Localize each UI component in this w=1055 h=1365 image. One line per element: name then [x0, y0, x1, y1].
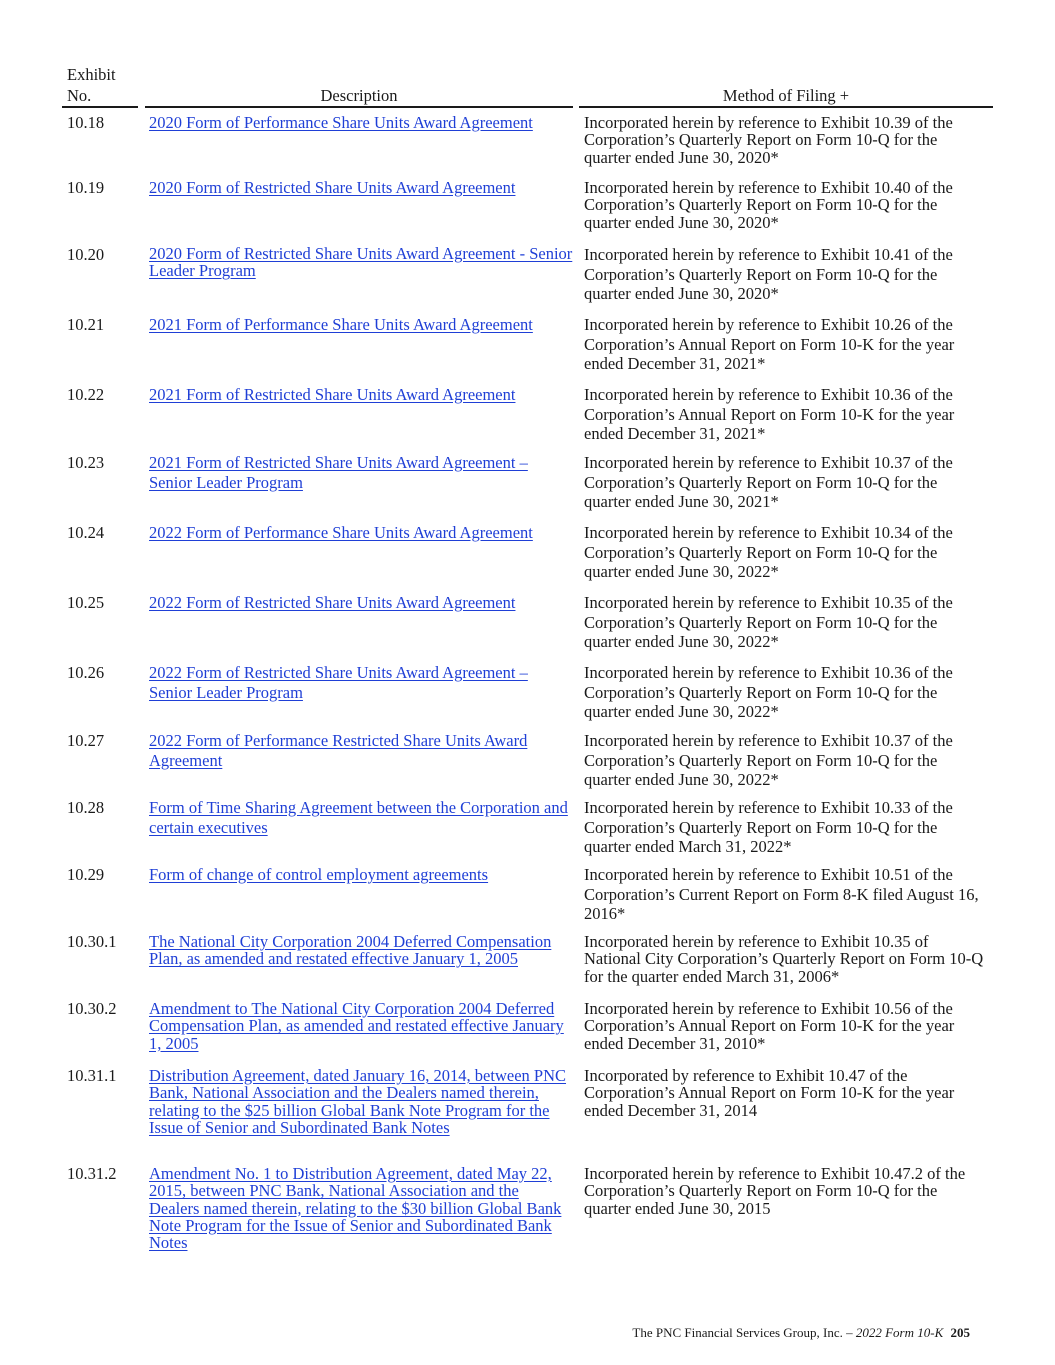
exhibit-description [149, 1000, 573, 1052]
method-of-filing: Incorporated by reference to Exhibit 10.47 of the Corporation’s Annual Report on Form 10-K for the year ended December 31, 2014 [584, 1066, 955, 1120]
exhibit-description [149, 385, 573, 405]
exhibit-number: 10.31.2 [67, 1164, 117, 1183]
exhibit-number: 10.18 [67, 113, 105, 132]
exhibit-description [149, 315, 573, 335]
exhibit-description [149, 593, 573, 613]
method-of-filing: Incorporated herein by reference to Exhibit 10.33 of the Corporation’s Quarterly Report on Form 10-Q for the quarter ended March 31, 2022* [584, 798, 953, 857]
method-of-filing: Incorporated herein by reference to Exhibit 10.39 of the Corporation’s Quarterly Report on Form 10-Q for the quarter ended June 30, 2020* [584, 113, 953, 167]
method-of-filing: Incorporated herein by reference to Exhibit 10.40 of the Corporation’s Quarterly Report on Form 10-Q for the quarter ended June 30, 2020* [584, 178, 953, 232]
method-of-filing: Incorporated herein by reference to Exhibit 10.37 of the Corporation’s Quarterly Report on Form 10-Q for the quarter ended June 30, 2022* [584, 731, 953, 790]
exhibit-number: 10.21 [67, 315, 105, 334]
exhibit-header-line1: Exhibit [67, 65, 116, 84]
exhibit-number: 10.30.2 [67, 999, 117, 1018]
exhibit-description [149, 663, 573, 702]
exhibit-header-line2: No. [67, 86, 92, 105]
column-header-description [145, 66, 573, 108]
exhibit-number: 10.23 [67, 453, 105, 472]
exhibit-number: 10.31.1 [67, 1066, 117, 1085]
exhibit-description [149, 1165, 573, 1251]
description-header-label: Description [320, 86, 398, 105]
page-number: 205 [950, 1325, 970, 1340]
exhibit-link[interactable]: 2021 Form of Restricted Share Units Award Agreement – Senior Leader Program [149, 453, 528, 492]
exhibit-number: 10.22 [67, 385, 105, 404]
exhibit-number: 10.28 [67, 798, 105, 817]
exhibit-link[interactable]: Distribution Agreement, dated January 16, 2014, between PNC Bank, National Association and the Dealers named therein, relating to the $25 billion Global Bank Note Program for the Issue of Senior and Subordinated Bank Notes [149, 1066, 567, 1137]
method-of-filing: Incorporated herein by reference to Exhibit 10.56 of the Corporation’s Annual Report on Form 10-K for the year ended December 31, 2010* [584, 999, 955, 1053]
exhibit-description [149, 1067, 573, 1136]
method-of-filing: Incorporated herein by reference to Exhibit 10.36 of the Corporation’s Quarterly Report on Form 10-Q for the quarter ended June 30, 2022* [584, 663, 953, 722]
exhibit-description [149, 731, 573, 770]
exhibit-link[interactable]: 2022 Form of Performance Restricted Share Units Award Agreement [149, 731, 528, 770]
method-of-filing: Incorporated herein by reference to Exhibit 10.35 of National City Corporation’s Quarterly Report on Form 10-Q for the quarter ended March 31, 2006* [584, 932, 984, 986]
exhibit-description [149, 798, 573, 837]
method-of-filing: Incorporated herein by reference to Exhibit 10.36 of the Corporation’s Annual Report on Form 10-K for the year ended December 31, 2021* [584, 385, 955, 444]
method-of-filing: Incorporated herein by reference to Exhibit 10.26 of the Corporation’s Annual Report on Form 10-K for the year ended December 31, 2021* [584, 315, 955, 374]
exhibit-number: 10.30.1 [67, 932, 117, 951]
exhibit-link[interactable]: Amendment to The National City Corporation 2004 Deferred Compensation Plan, as amended and restated effective January 1, 2005 [149, 999, 564, 1053]
exhibit-link[interactable]: The National City Corporation 2004 Deferred Compensation Plan, as amended and restated effective January 1, 2005 [149, 932, 552, 969]
exhibit-description [149, 114, 573, 131]
exhibit-link[interactable]: Form of change of control employment agreements [149, 865, 489, 884]
exhibit-number: 10.25 [67, 593, 105, 612]
footer-company: The PNC Financial Services Group, Inc. – [632, 1325, 853, 1340]
column-header-exhibit-no [62, 66, 138, 108]
method-of-filing: Incorporated herein by reference to Exhibit 10.47.2 of the Corporation’s Quarterly Report on Form 10-Q for the quarter ended June 30, 2015 [584, 1164, 966, 1218]
exhibit-number: 10.24 [67, 523, 105, 542]
exhibit-number: 10.27 [67, 731, 105, 750]
footer-form: 2022 Form 10-K [855, 1325, 944, 1340]
page-footer [560, 1325, 970, 1341]
exhibit-link[interactable]: 2022 Form of Restricted Share Units Award Agreement [149, 593, 516, 612]
exhibit-number: 10.19 [67, 178, 105, 197]
exhibit-number: 10.29 [67, 865, 105, 884]
exhibit-link[interactable]: 2021 Form of Restricted Share Units Award Agreement [149, 385, 516, 404]
method-of-filing: Incorporated herein by reference to Exhibit 10.37 of the Corporation’s Quarterly Report on Form 10-Q for the quarter ended June 30, 2021* [584, 453, 953, 512]
column-header-method-of-filing [579, 66, 993, 108]
method-of-filing: Incorporated herein by reference to Exhibit 10.41 of the Corporation’s Quarterly Report on Form 10-Q for the quarter ended June 30, 2020* [584, 245, 953, 304]
exhibit-description [149, 523, 573, 543]
exhibit-number: 10.20 [67, 245, 105, 264]
method-of-filing: Incorporated herein by reference to Exhibit 10.35 of the Corporation’s Quarterly Report on Form 10-Q for the quarter ended June 30, 2022* [584, 593, 953, 652]
exhibit-number: 10.26 [67, 663, 105, 682]
exhibit-link[interactable]: 2020 Form of Restricted Share Units Award Agreement - Senior Leader Program [149, 244, 573, 281]
method-of-filing: Incorporated herein by reference to Exhibit 10.34 of the Corporation’s Quarterly Report on Form 10-Q for the quarter ended June 30, 2022* [584, 523, 953, 582]
method-of-filing: Incorporated herein by reference to Exhibit 10.51 of the Corporation’s Current Report on Form 8-K filed August 16, 2016* [584, 865, 979, 924]
exhibit-link[interactable]: 2020 Form of Performance Share Units Award Agreement [149, 113, 533, 132]
exhibit-description [149, 933, 573, 968]
exhibit-link[interactable]: 2022 Form of Performance Share Units Award Agreement [149, 523, 533, 542]
exhibit-description [149, 865, 573, 885]
exhibit-description [149, 245, 573, 280]
exhibit-link[interactable]: 2020 Form of Restricted Share Units Award Agreement [149, 178, 516, 197]
exhibit-link[interactable]: 2022 Form of Restricted Share Units Award Agreement – Senior Leader Program [149, 663, 528, 702]
exhibit-description [149, 453, 573, 492]
exhibit-description [149, 179, 573, 196]
exhibit-link[interactable]: 2021 Form of Performance Share Units Award Agreement [149, 315, 533, 334]
method-header-label: Method of Filing + [722, 86, 850, 105]
exhibit-link[interactable]: Amendment No. 1 to Distribution Agreement, dated May 22, 2015, between PNC Bank, National Association and the Dealers named therein, relating to the $30 billion Global Bank Note Program for the Issue of Senior and Subordinated Bank Notes [149, 1164, 562, 1253]
exhibit-link[interactable]: Form of Time Sharing Agreement between the Corporation and certain executives [149, 798, 568, 837]
